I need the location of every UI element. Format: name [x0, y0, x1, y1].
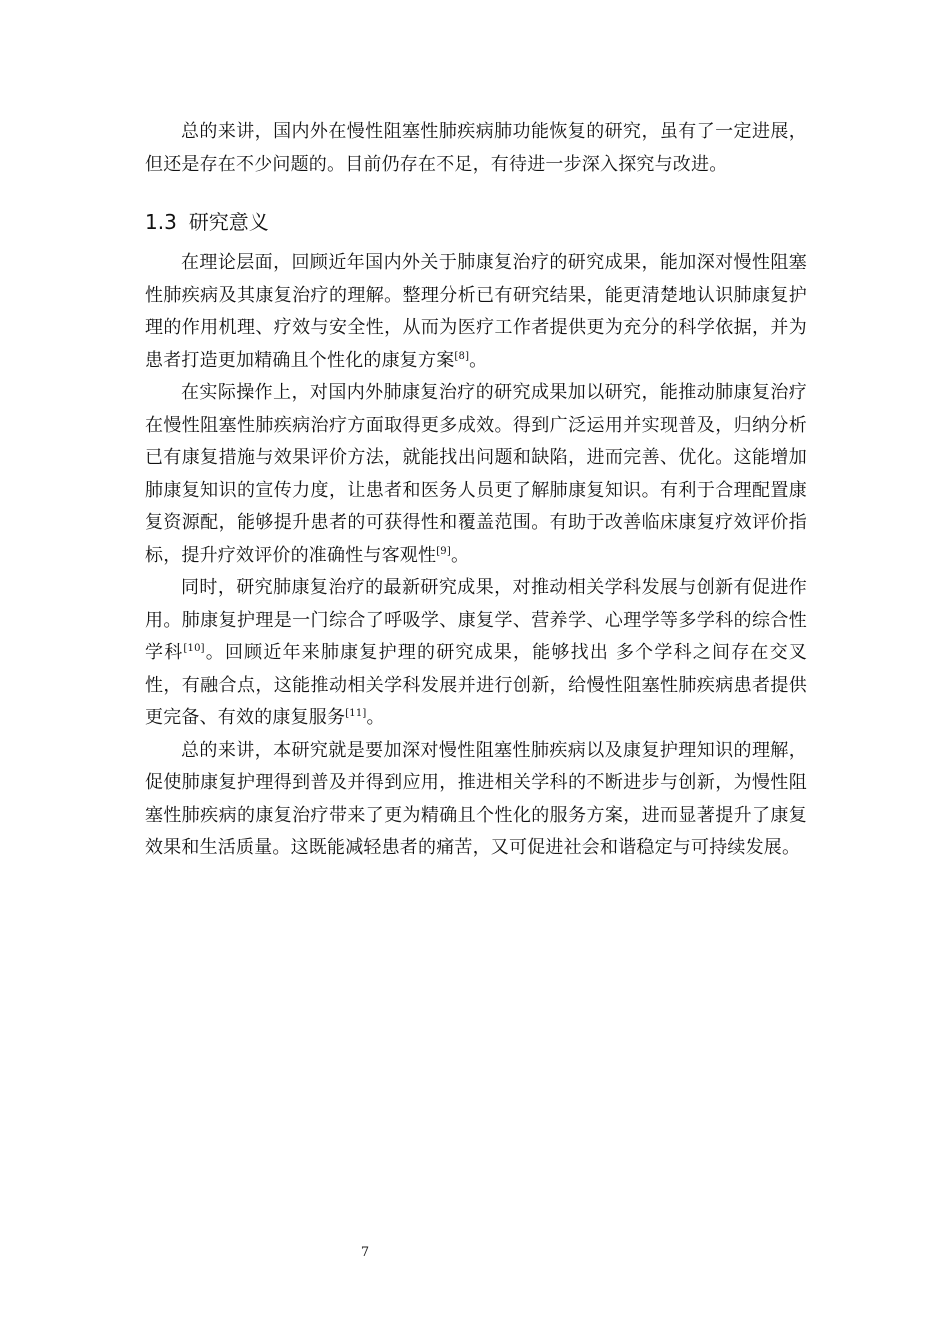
paragraph-tail: 。	[366, 707, 385, 728]
intro-paragraph	[145, 116, 807, 181]
section-heading	[145, 207, 807, 237]
citation-9: [9]	[436, 545, 451, 557]
paragraph-text: 总的来讲，本研究就是要加深对慢性阻塞性肺疾病以及康复护理知识的理解，促使肺康复护理得到普及并得到应用，推进相关学科的不断进步与创新，为慢性阻塞性肺疾病的康复治疗带来了更为精确且个性化的服务方案，进而显著提升了康复效果和生活质量。这既能减轻患者的痛苦，又可促进社会和谐稳定与可持续发展。	[145, 739, 807, 858]
paragraph-text: 在实际操作上，对国内外肺康复治疗的研究成果加以研究，能推动肺康复治疗在慢性阻塞性肺疾病治疗方面取得更多成效。得到广泛运用并实现普及，归纳分析已有康复措施与效果评价方法，就能找出问题和缺陷，进而完善、优化。这能增加肺康复知识的宣传力度，让患者和医务人员更了解肺康复知识。有利于合理配置康复资源配，能够提升患者的可获得性和覆盖范围。有助于改善临床康复疗效评价指标，提升疗效评价的准确性与客观性	[145, 382, 807, 566]
citation-11: [11]	[345, 708, 367, 719]
paragraph-discipline	[145, 572, 807, 735]
citation-8: [8]	[454, 350, 470, 362]
paragraph-tail: 。	[450, 544, 470, 566]
paragraph-practice	[145, 377, 807, 572]
paragraph-summary	[145, 735, 807, 865]
page-content	[145, 116, 807, 865]
citation-10: [10]	[183, 643, 205, 654]
intro-text: 总的来讲，国内外在慢性阻塞性肺疾病肺功能恢复的研究，虽有了一定进展，但还是存在不少问题的。目前仍存在不足，有待进一步深入探究与改进。	[145, 121, 807, 175]
page-number: 7	[360, 1245, 370, 1260]
paragraph-text: 同时，研究肺康复治疗的最新研究成果，对推动相关学科发展与创新有促进作用。肺康复护理是一门综合了呼吸学、康复学、营养学、心理学等多学科的综合性学科	[145, 577, 807, 663]
paragraph-theory	[145, 247, 807, 377]
paragraph-middle: 。回顾近年来肺康复护理的研究成果，能够找出 多个学科之间存在交叉性，有融合点，这能推动相关学科发展并进行创新，给慢性阻塞性肺疾病患者提供更完备、有效的康复服务	[145, 642, 808, 728]
section-number: 1.3	[145, 210, 177, 234]
paragraph-tail: 。	[469, 349, 488, 371]
section-title: 研究意义	[188, 210, 269, 234]
paragraph-text: 在理论层面，回顾近年国内外关于肺康复治疗的研究成果，能加深对慢性阻塞性肺疾病及其康复治疗的理解。整理分析已有研究结果，能更清楚地认识肺康复护理的作用机理、疗效与安全性，从而为医疗工作者提供更为充分的科学依据，并为患者打造更加精确且个性化的康复方案	[145, 252, 807, 371]
